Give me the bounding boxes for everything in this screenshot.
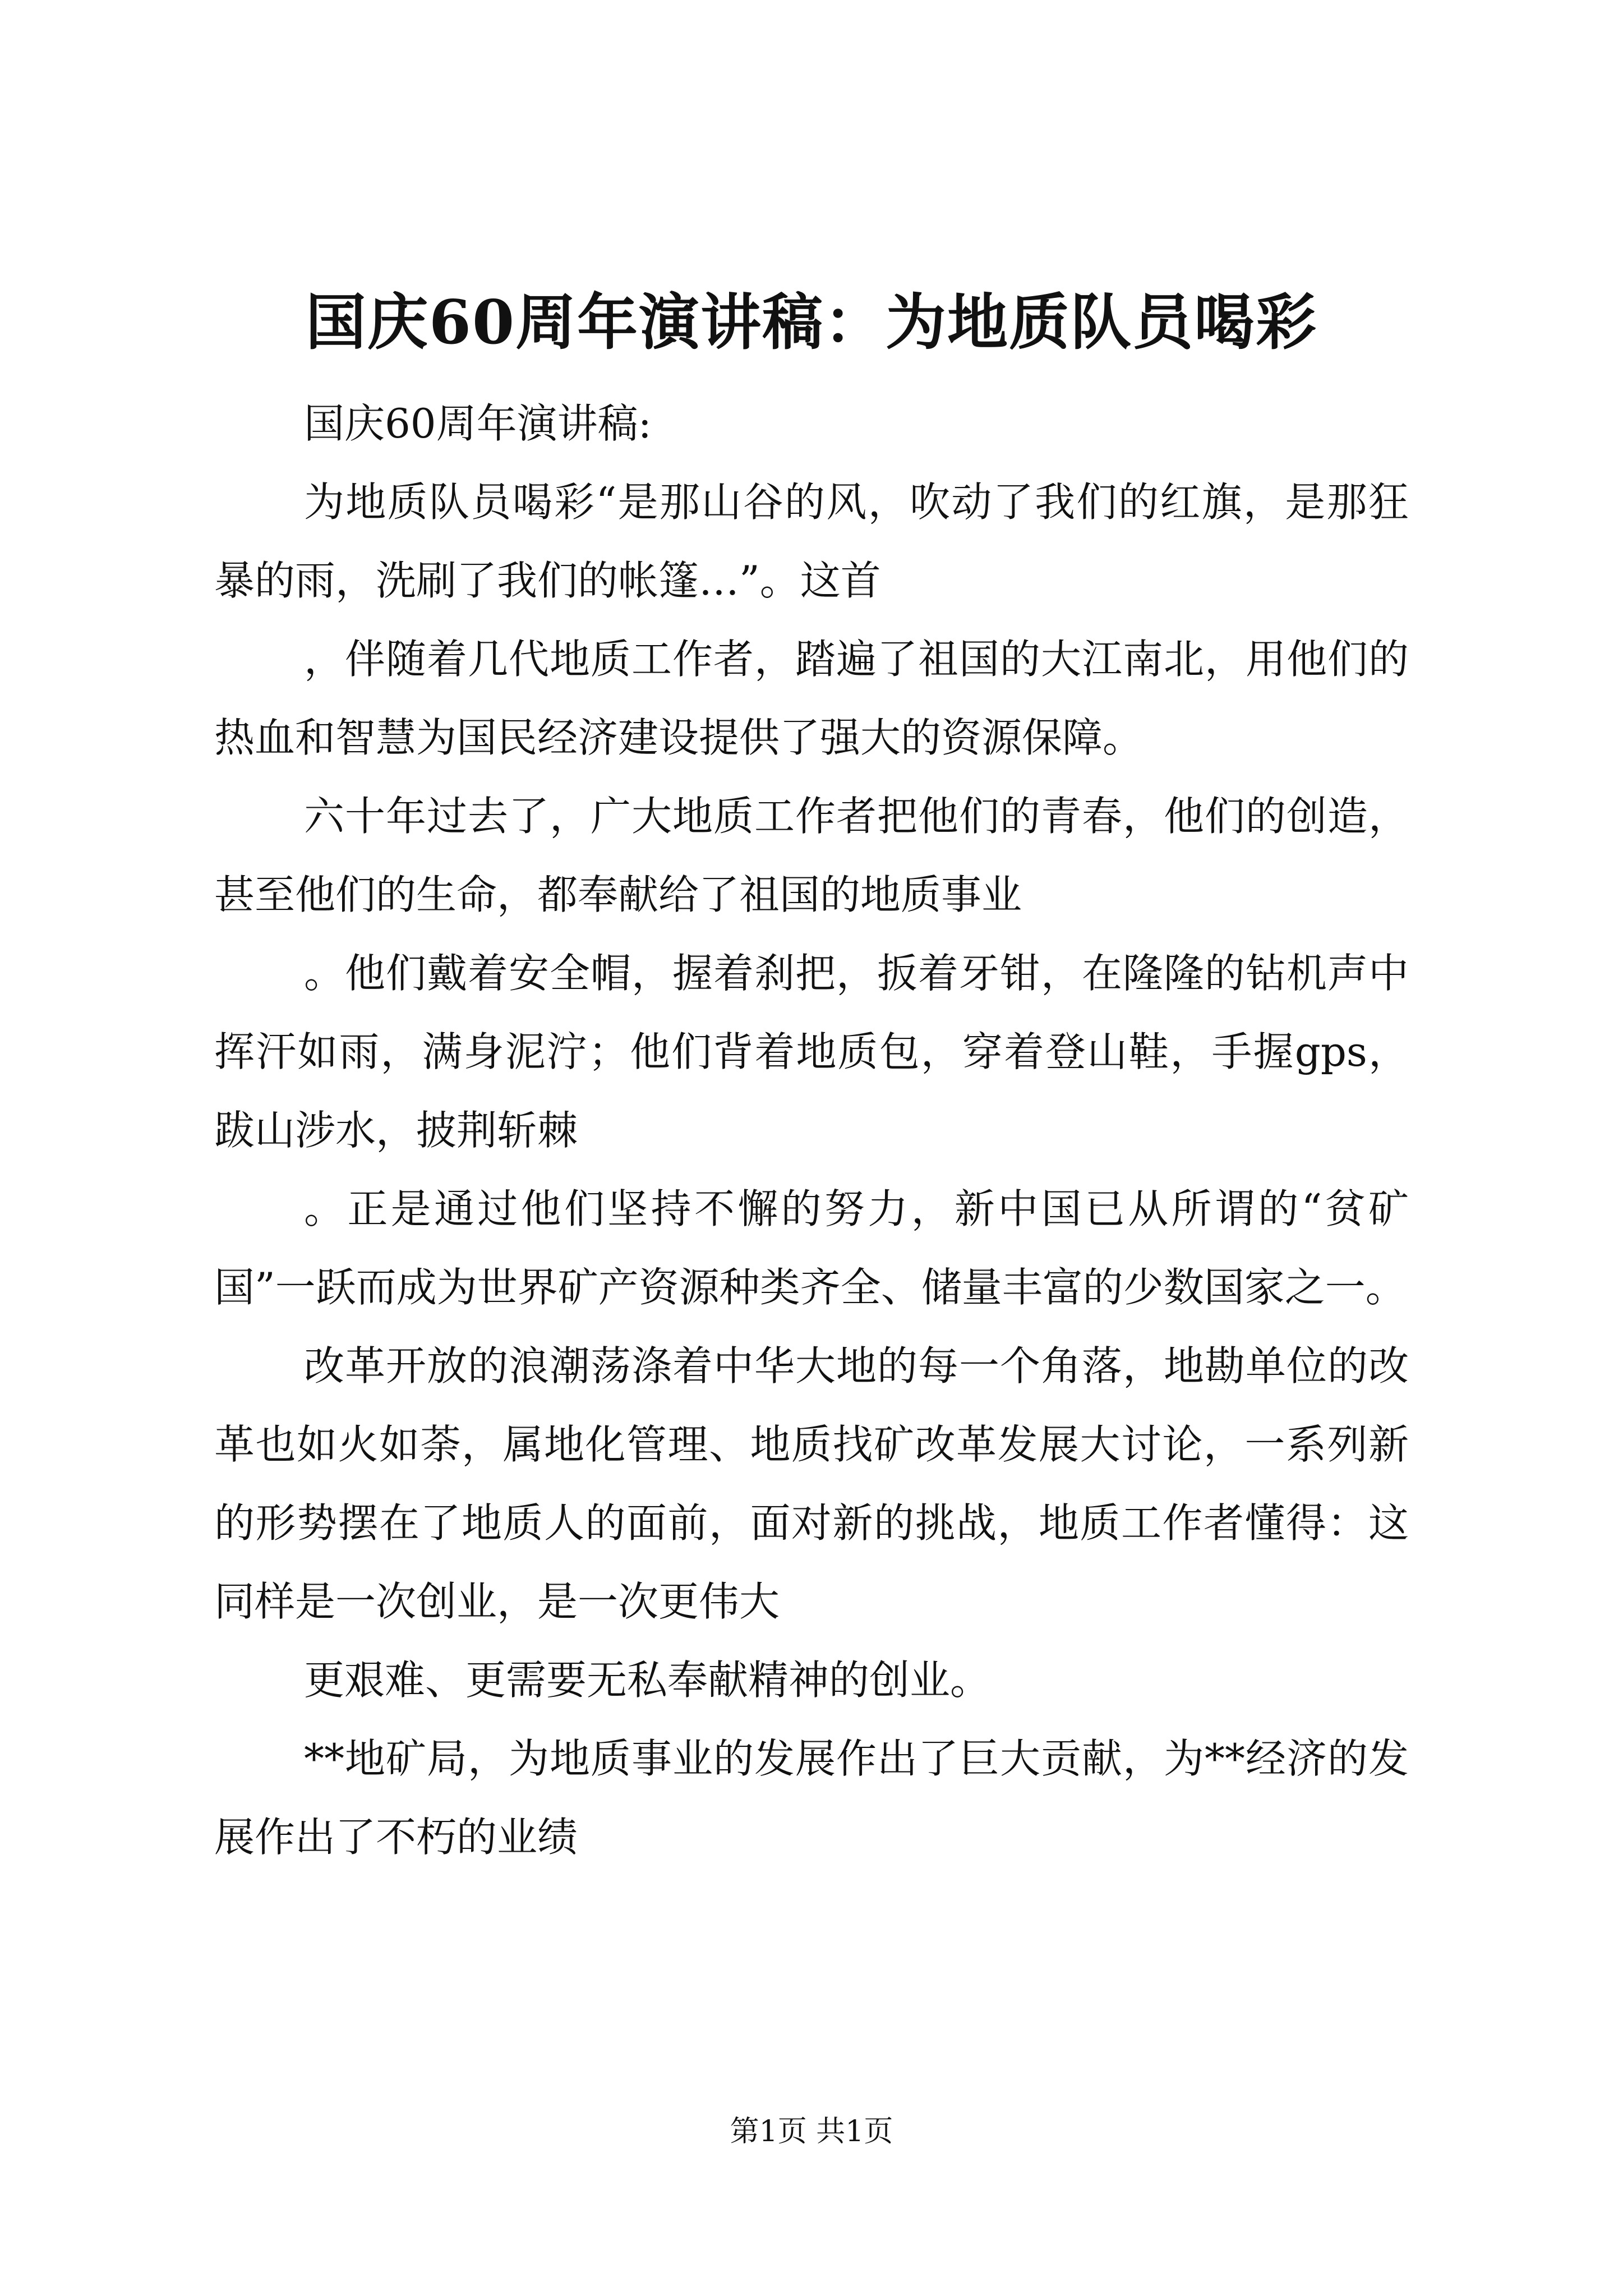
paragraph-9: **地矿局，为地质事业的发展作出了巨大贡献，为**经济的发展作出了不朽的业绩	[214, 1735, 1409, 1861]
paragraph-5: 。他们戴着安全帽，握着刹把，扳着牙钳，在隆隆的钻机声中挥汗如雨，满身泥泞；他们背着地质包，穿着登山鞋，手握gps，跋山涉水，披荆斩棘	[214, 950, 1409, 1154]
document-body	[214, 384, 1409, 1876]
paragraph-6: 。正是通过他们坚持不懈的努力，新中国已从所谓的“贫矿国”一跃而成为世界矿产资源种类齐全、储量丰富的少数国家之一。	[214, 1185, 1409, 1311]
page-footer: 第1页 共1页	[730, 2115, 893, 2148]
paragraph-7: 改革开放的浪潮荡涤着中华大地的每一个角落，地勘单位的改革也如火如荼，属地化管理、地质找矿改革发展大讨论，一系列新的形势摆在了地质人的面前，面对新的挑战，地质工作者懂得：这同样是一次创业，是一次更伟大	[214, 1342, 1409, 1625]
paragraph-4: 六十年过去了，广大地质工作者把他们的青春，他们的创造，甚至他们的生命，都奉献给了祖国的地质事业	[214, 793, 1409, 918]
paragraph-1: 国庆60周年演讲稿:	[304, 400, 652, 447]
paragraph-3: ，伴随着几代地质工作者，踏遍了祖国的大江南北，用他们的热血和智慧为国民经济建设提供了强大的资源保障。	[214, 636, 1409, 761]
paragraph-2: 为地质队员喝彩“是那山谷的风，吹动了我们的红旗，是那狂暴的雨，洗刷了我们的帐篷…”。这首	[214, 478, 1409, 604]
document-title: 国庆60周年演讲稿：为地质队员喝彩	[305, 287, 1318, 358]
paragraph-8: 更艰难、更需要无私奉献精神的创业。	[304, 1657, 991, 1704]
